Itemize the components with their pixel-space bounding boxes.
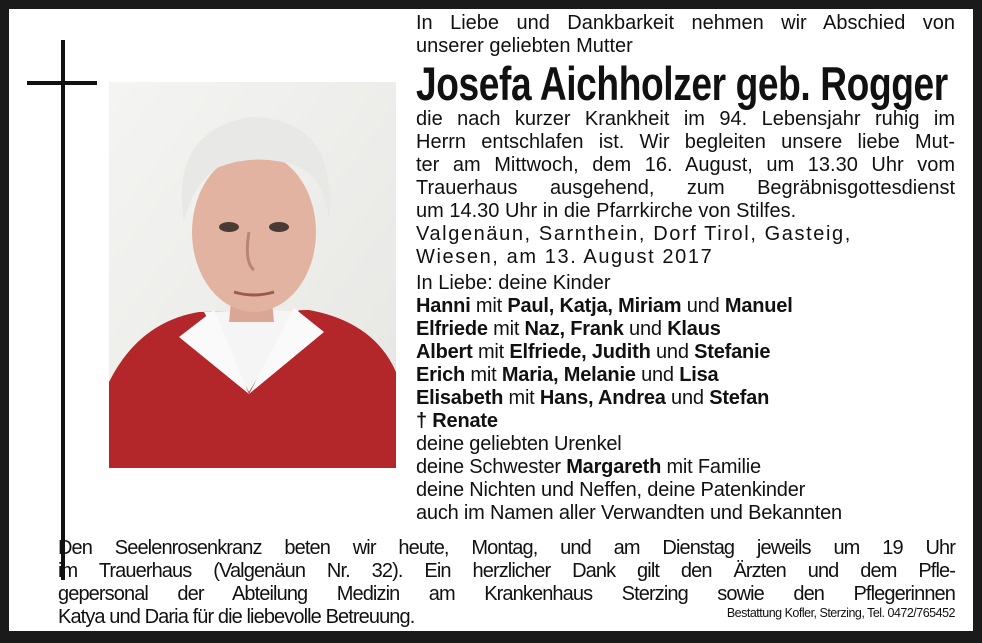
family-name: Paul, Katja, Miriam xyxy=(507,295,682,317)
family-text: deine geliebten Urenkel xyxy=(416,433,622,455)
family-text: mit xyxy=(487,318,525,340)
family-line xyxy=(416,410,955,433)
family-name: Albert xyxy=(416,341,473,363)
family-text: mit xyxy=(470,295,508,317)
family-name: Klaus xyxy=(667,318,721,340)
family-text: mit xyxy=(503,387,540,409)
family-line xyxy=(416,318,955,341)
family-name: Elfriede xyxy=(416,318,488,340)
announcement-line: die nach kurzer Krankheit im 94. Lebensjahr ruhig im xyxy=(416,108,955,130)
announcement-line: ter am Mittwoch, dem 16. August, um 13.30 Uhr vom xyxy=(416,154,955,176)
family-name: Stefanie xyxy=(694,341,771,363)
family-text: auch im Namen aller Verwandten und Bekannten xyxy=(416,502,842,524)
family-text: und xyxy=(650,341,695,363)
mourners-intro: In Liebe: deine Kinder xyxy=(416,272,611,294)
portrait-photo xyxy=(109,82,396,468)
family-list xyxy=(416,295,955,525)
family-line xyxy=(416,456,955,479)
cross-icon-bar xyxy=(27,81,97,85)
family-text: deine Schwester xyxy=(416,456,567,478)
family-name: Elisabeth xyxy=(416,387,504,409)
closing-line: Den Seelenrosenkranz beten wir heute, Montag, und am Dienstag jeweils um 19 Uhr xyxy=(58,537,955,559)
funeral-home-credit: Bestattung Kofler, Sterzing, Tel. 0472/765452 xyxy=(726,606,955,620)
family-name: Hans, Andrea xyxy=(539,387,666,409)
family-line xyxy=(416,479,955,502)
family-name: Elfriede, Judith xyxy=(509,341,651,363)
family-text: deine Nichten und Neffen, deine Patenkinder xyxy=(416,479,806,501)
deceased-name: Josefa Aichholzer geb. Rogger xyxy=(416,57,948,110)
obituary-notice xyxy=(9,9,973,631)
family-name: Naz, Frank xyxy=(524,318,624,340)
closing-line: Katya und Daria für die liebevolle Betreuung. xyxy=(58,606,415,628)
closing-paragraph xyxy=(58,537,955,629)
place-line: Valgenäun, Sarnthein, Dorf Tirol, Gasteig, xyxy=(416,223,852,245)
family-name: † Renate xyxy=(416,410,498,432)
family-name: Lisa xyxy=(679,364,719,386)
family-line xyxy=(416,364,955,387)
family-line xyxy=(416,433,955,456)
announcement-line: um 14.30 Uhr in die Pfarrkirche von Stilfes. xyxy=(416,200,797,222)
family-name: Stefan xyxy=(709,387,770,409)
family-line xyxy=(416,295,955,318)
date-line: Wiesen, am 13. August 2017 xyxy=(416,246,714,268)
family-name: Maria, Melanie xyxy=(501,364,636,386)
closing-line: im Trauerhaus (Valgenäun Nr. 32). Ein herzlicher Dank gilt den Ärzten und dem Pfle- xyxy=(58,560,955,582)
family-name: Manuel xyxy=(724,295,793,317)
cross-icon xyxy=(61,40,65,580)
announcement-line: Trauerhaus ausgehend, zum Begräbnisgottesdienst xyxy=(416,177,955,199)
family-line xyxy=(416,387,955,410)
family-text: und xyxy=(681,295,725,317)
announcement xyxy=(416,108,955,223)
family-text: und xyxy=(665,387,710,409)
family-text: und xyxy=(623,318,668,340)
family-name: Margareth xyxy=(566,456,662,478)
family-line xyxy=(416,502,955,525)
family-text: und xyxy=(635,364,680,386)
main-text-column xyxy=(416,12,955,525)
family-name: Hanni xyxy=(416,295,471,317)
announcement-line: Herrn entschlafen ist. Wir begleiten unsere liebe Mut- xyxy=(416,131,955,153)
family-line xyxy=(416,341,955,364)
intro-line: In Liebe und Dankbarkeit nehmen wir Abschied von xyxy=(416,12,955,34)
family-text: mit xyxy=(472,341,510,363)
family-name: Erich xyxy=(416,364,466,386)
intro-line: unserer geliebten Mutter xyxy=(416,35,633,57)
family-text: mit Familie xyxy=(661,456,761,478)
closing-line: gepersonal der Abteilung Medizin am Krankenhaus Sterzing sowie den Pflegerinnen xyxy=(58,583,955,605)
family-text: mit xyxy=(465,364,502,386)
